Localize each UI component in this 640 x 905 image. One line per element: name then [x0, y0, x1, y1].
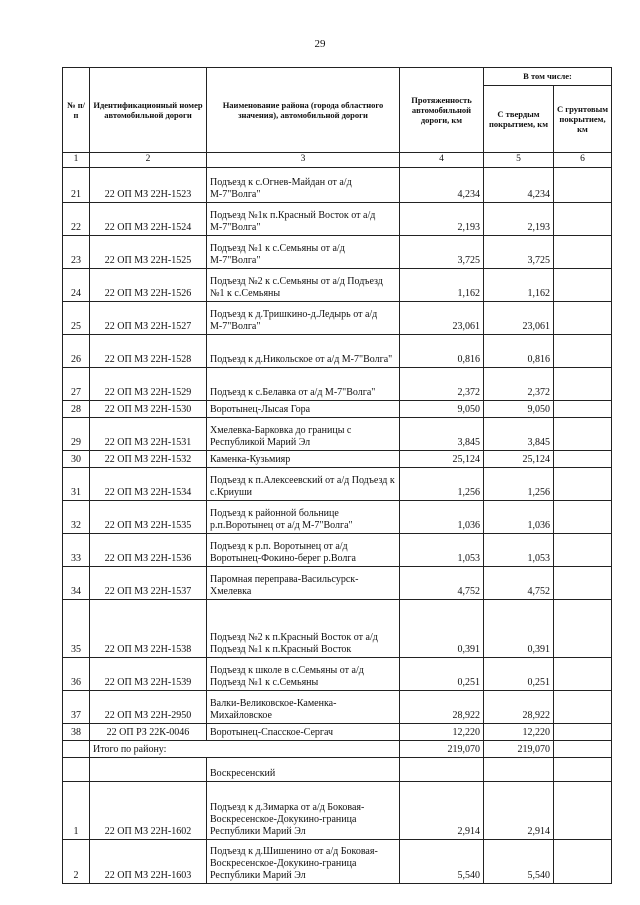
dirt-surface	[554, 782, 612, 840]
col-number: 3	[207, 153, 400, 168]
row-number: 22	[63, 203, 90, 236]
road-length: 3,845	[400, 418, 484, 451]
dirt-surface	[554, 302, 612, 335]
road-length: 5,540	[400, 840, 484, 884]
road-name: Подъезд к районной больнице р.п.Воротынец от а/д М-7"Волга"	[207, 501, 400, 534]
road-length: 25,124	[400, 451, 484, 468]
dirt-surface	[554, 368, 612, 401]
table-row	[63, 269, 612, 302]
hard-surface: 2,372	[484, 368, 554, 401]
road-length: 0,816	[400, 335, 484, 368]
road-id: 22 ОП МЗ 22Н-1538	[90, 600, 207, 658]
road-length: 12,220	[400, 724, 484, 741]
col-number: 4	[400, 153, 484, 168]
table-row	[63, 302, 612, 335]
hard-surface: 0,391	[484, 600, 554, 658]
hard-surface: 0,816	[484, 335, 554, 368]
table-row	[63, 724, 612, 741]
road-id: 22 ОП МЗ 22Н-1532	[90, 451, 207, 468]
road-id: 22 ОП МЗ 22Н-1537	[90, 567, 207, 600]
hard-surface: 3,725	[484, 236, 554, 269]
road-name: Воротынец-Лысая Гора	[207, 401, 400, 418]
road-name: Подъезд №1 к с.Семьяны от а/д М-7"Волга"	[207, 236, 400, 269]
table-row	[63, 418, 612, 451]
road-length: 3,725	[400, 236, 484, 269]
dirt-surface	[554, 840, 612, 884]
hard-surface: 5,540	[484, 840, 554, 884]
dirt-surface	[554, 567, 612, 600]
road-length: 23,061	[400, 302, 484, 335]
row-number: 31	[63, 468, 90, 501]
row-number: 38	[63, 724, 90, 741]
dirt-surface	[554, 600, 612, 658]
hard-surface: 4,752	[484, 567, 554, 600]
dirt-surface	[554, 269, 612, 302]
road-length: 0,391	[400, 600, 484, 658]
table-row	[63, 451, 612, 468]
road-length: 2,914	[400, 782, 484, 840]
hard-surface: 1,162	[484, 269, 554, 302]
road-name: Подъезд №1к п.Красный Восток от а/д М-7"Волга"	[207, 203, 400, 236]
road-name: Подъезд к п.Алексеевский от а/д Подъезд к с.Криуши	[207, 468, 400, 501]
road-id: 22 ОП МЗ 22Н-1531	[90, 418, 207, 451]
table-row	[63, 168, 612, 203]
road-name: Подъезд к д.Тришкино-д.Ледырь от а/д М-7"Волга"	[207, 302, 400, 335]
hard-surface: 3,845	[484, 418, 554, 451]
road-length: 0,251	[400, 658, 484, 691]
road-name: Подъезд к с.Огнев-Майдан от а/д М-7"Волга"	[207, 168, 400, 203]
road-name: Подъезд к школе в с.Семьяны от а/д Подъезд №1 к с.Семьяны	[207, 658, 400, 691]
row-number: 24	[63, 269, 90, 302]
road-id: 22 ОП МЗ 22Н-1536	[90, 534, 207, 567]
road-id: 22 ОП МЗ 22Н-1539	[90, 658, 207, 691]
table-row	[63, 501, 612, 534]
road-id: 22 ОП МЗ 22Н-1527	[90, 302, 207, 335]
row-number: 35	[63, 600, 90, 658]
road-length: 1,162	[400, 269, 484, 302]
row-number: 37	[63, 691, 90, 724]
road-length: 2,372	[400, 368, 484, 401]
dirt-surface	[554, 335, 612, 368]
road-name: Каменка-Кузьмияр	[207, 451, 400, 468]
row-number: 33	[63, 534, 90, 567]
road-id: 22 ОП МЗ 22Н-1603	[90, 840, 207, 884]
col-number: 5	[484, 153, 554, 168]
row-number: 25	[63, 302, 90, 335]
road-id: 22 ОП МЗ 22Н-1526	[90, 269, 207, 302]
road-length: 1,036	[400, 501, 484, 534]
header-length: Протяженность автомобильной дороги, км	[400, 68, 484, 153]
header-name: Наименование района (города областного значения), автомобильной дороги	[207, 68, 400, 153]
road-id: 22 ОП МЗ 22Н-1525	[90, 236, 207, 269]
row-number: 26	[63, 335, 90, 368]
row-number: 21	[63, 168, 90, 203]
road-length: 2,193	[400, 203, 484, 236]
dirt-surface	[554, 203, 612, 236]
table-row	[63, 335, 612, 368]
hard-surface: 23,061	[484, 302, 554, 335]
total-hard: 219,070	[484, 741, 554, 758]
dirt-surface	[554, 691, 612, 724]
total-label: Итого по району:	[90, 741, 400, 758]
column-numbers-row	[63, 153, 612, 168]
road-id: 22 ОП МЗ 22Н-1530	[90, 401, 207, 418]
dirt-surface	[554, 418, 612, 451]
total-row	[63, 741, 612, 758]
dirt-surface	[554, 724, 612, 741]
table-row	[63, 534, 612, 567]
road-name: Подъезд к д.Шишенино от а/д Боковая-Воскресенское-Докукино-граница Республики Марий Эл	[207, 840, 400, 884]
hard-surface: 28,922	[484, 691, 554, 724]
dirt-surface	[554, 451, 612, 468]
dirt-surface	[554, 401, 612, 418]
total-length: 219,070	[400, 741, 484, 758]
page-number: 29	[314, 38, 326, 50]
road-id: 22 ОП РЗ 22К-0046	[90, 724, 207, 741]
road-id: 22 ОП МЗ 22Н-1534	[90, 468, 207, 501]
table-row	[63, 401, 612, 418]
district-row	[63, 758, 612, 782]
road-id: 22 ОП МЗ 22Н-1535	[90, 501, 207, 534]
row-number: 2	[63, 840, 90, 884]
road-name: Валки-Великовское-Каменка-Михайловское	[207, 691, 400, 724]
row-number: 36	[63, 658, 90, 691]
road-length: 28,922	[400, 691, 484, 724]
col-number: 1	[63, 153, 90, 168]
table-row	[63, 368, 612, 401]
road-name: Подъезд к р.п. Воротынец от а/д Воротынец-Фокино-берег р.Волга	[207, 534, 400, 567]
table-row	[63, 840, 612, 884]
road-id: 22 ОП МЗ 22Н-1602	[90, 782, 207, 840]
road-name: Подъезд к д.Никольское от а/д М-7"Волга"	[207, 335, 400, 368]
roads-table	[62, 67, 612, 884]
road-name: Подъезд к с.Белавка от а/д М-7"Волга"	[207, 368, 400, 401]
table-row	[63, 600, 612, 658]
table-row	[63, 567, 612, 600]
hard-surface: 12,220	[484, 724, 554, 741]
district-name: Воскресенский	[207, 758, 400, 782]
header-id: Идентификационный номер автомобильной дороги	[90, 68, 207, 153]
hard-surface: 2,193	[484, 203, 554, 236]
row-number: 1	[63, 782, 90, 840]
road-length: 4,234	[400, 168, 484, 203]
table-row	[63, 468, 612, 501]
hard-surface: 4,234	[484, 168, 554, 203]
col-number: 2	[90, 153, 207, 168]
table-row	[63, 203, 612, 236]
road-name: Хмелевка-Барковка до границы с Республикой Марий Эл	[207, 418, 400, 451]
dirt-surface	[554, 468, 612, 501]
dirt-surface	[554, 168, 612, 203]
road-id: 22 ОП МЗ 22Н-1529	[90, 368, 207, 401]
hard-surface: 2,914	[484, 782, 554, 840]
row-number: 23	[63, 236, 90, 269]
road-name: Подъезд №2 к п.Красный Восток от а/д Подъезд №1 к п.Красный Восток	[207, 600, 400, 658]
row-number: 32	[63, 501, 90, 534]
road-id: 22 ОП МЗ 22Н-1523	[90, 168, 207, 203]
road-length: 1,053	[400, 534, 484, 567]
dirt-surface	[554, 534, 612, 567]
dirt-surface	[554, 658, 612, 691]
table-row	[63, 658, 612, 691]
road-length: 9,050	[400, 401, 484, 418]
road-length: 4,752	[400, 567, 484, 600]
road-name: Воротынец-Спасское-Сергач	[207, 724, 400, 741]
row-number: 28	[63, 401, 90, 418]
hard-surface: 1,053	[484, 534, 554, 567]
col-number: 6	[554, 153, 612, 168]
row-number: 34	[63, 567, 90, 600]
table-row	[63, 782, 612, 840]
header-hard: С твердым покрытием, км	[484, 86, 554, 153]
table-row	[63, 691, 612, 724]
dirt-surface	[554, 501, 612, 534]
road-id: 22 ОП МЗ 22Н-1524	[90, 203, 207, 236]
header-including: В том числе:	[484, 68, 612, 86]
road-name: Подъезд №2 к с.Семьяны от а/д Подъезд №1 к с.Семьяны	[207, 269, 400, 302]
hard-surface: 1,036	[484, 501, 554, 534]
road-id: 22 ОП МЗ 22Н-2950	[90, 691, 207, 724]
hard-surface: 25,124	[484, 451, 554, 468]
row-number: 30	[63, 451, 90, 468]
road-length: 1,256	[400, 468, 484, 501]
road-id: 22 ОП МЗ 22Н-1528	[90, 335, 207, 368]
table-row	[63, 236, 612, 269]
hard-surface: 9,050	[484, 401, 554, 418]
header-dirt: С грунтовым покрытием, км	[554, 86, 612, 153]
hard-surface: 0,251	[484, 658, 554, 691]
road-name: Подъезд к д.Зимарка от а/д Боковая-Воскресенское-Докукино-граница Республики Марий Эл	[207, 782, 400, 840]
hard-surface: 1,256	[484, 468, 554, 501]
row-number: 29	[63, 418, 90, 451]
header-no: № п/п	[63, 68, 90, 153]
row-number: 27	[63, 368, 90, 401]
dirt-surface	[554, 236, 612, 269]
road-name: Паромная переправа-Васильсурск-Хмелевка	[207, 567, 400, 600]
